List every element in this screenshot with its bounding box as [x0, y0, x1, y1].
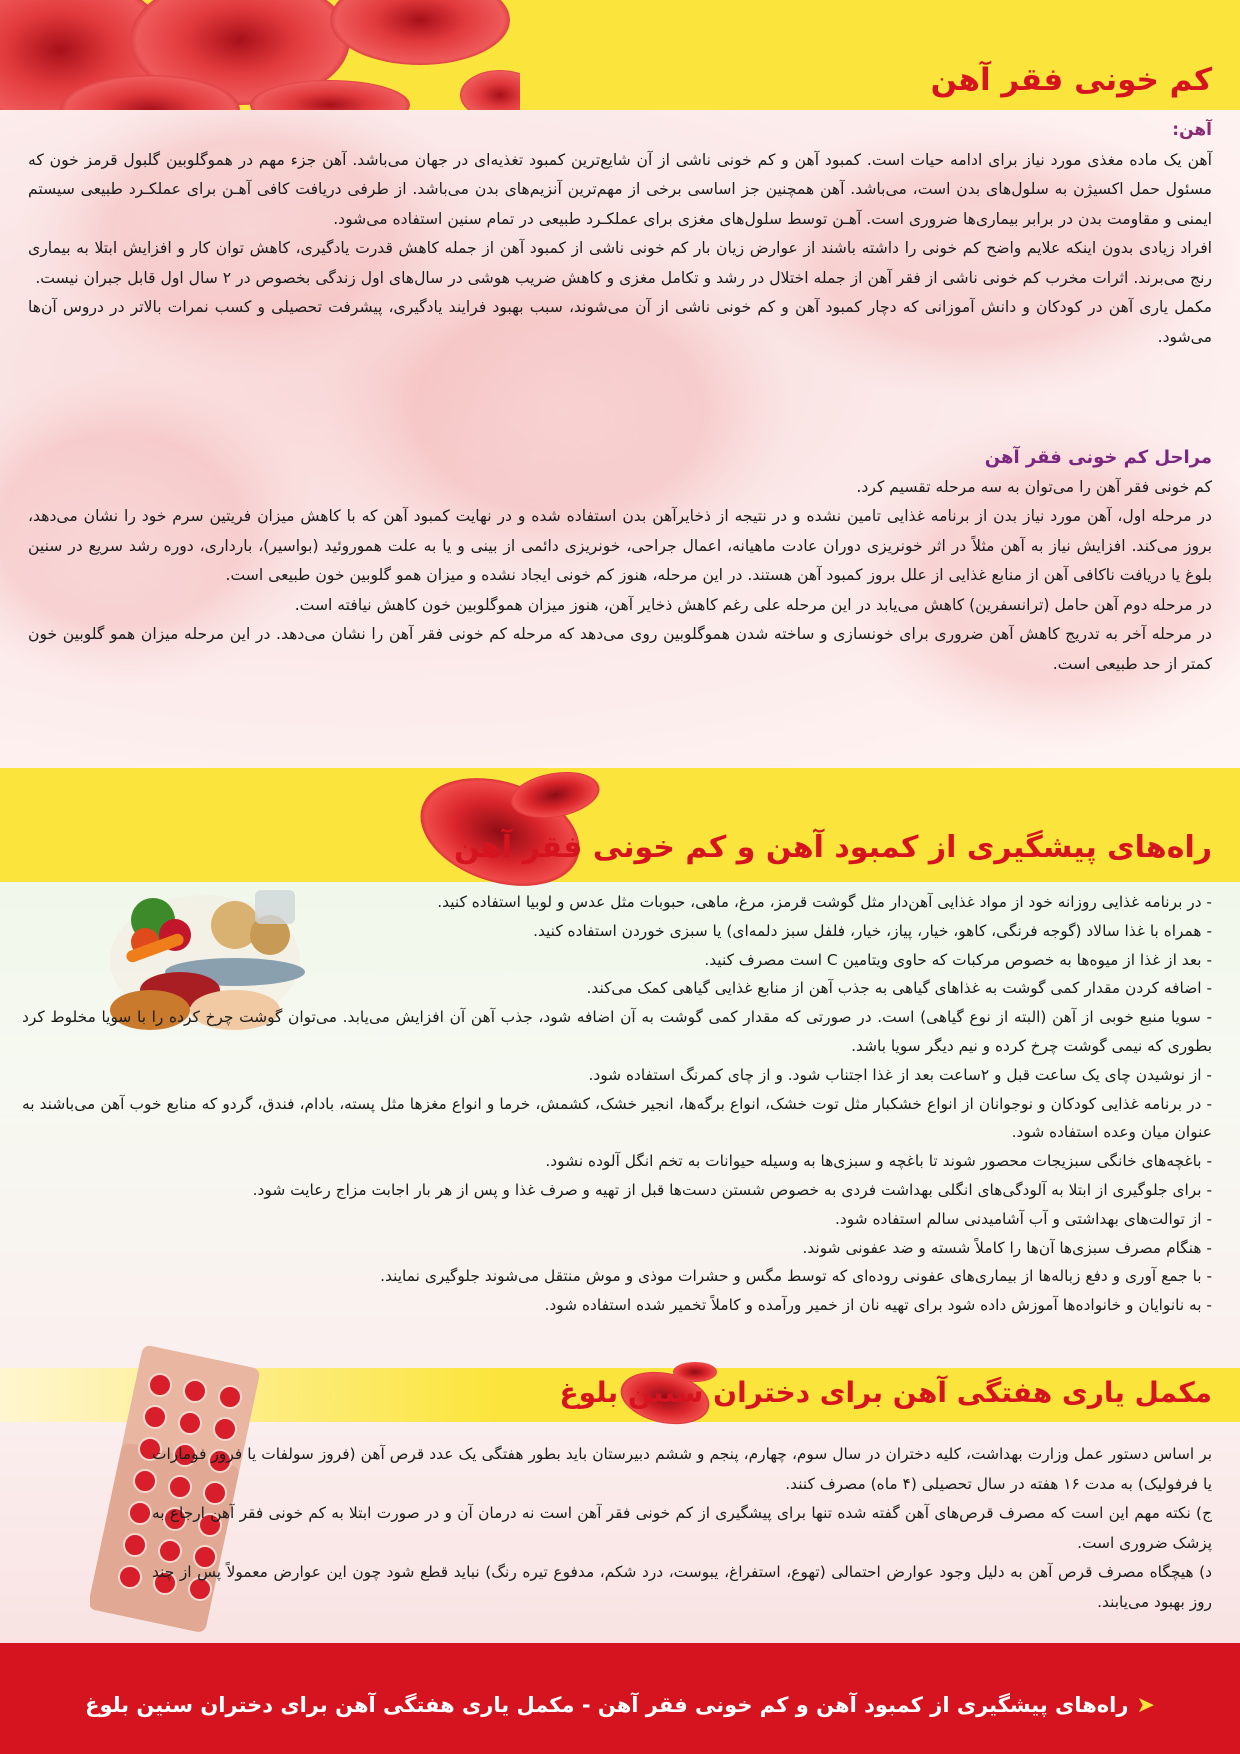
stages-paragraph: در مرحله اول، آهن مورد نیاز بدن از برنامه غذایی تامین نشده و در نتیجه از ذخایرآهن بدن استفاده شده و در نهایت کمبود آهن که با کاهش میزان فریتین سرم خود را نشان می‌دهد، بروز می‌کند. افزایش نیاز به آهن مثلاً در اثر خونریزی دوران عادت ماهیانه، اعمال جراحی، خونریزی دائمی از بینی و یا به علت هموروئید (بواسیر)، بارداری، دوره رشد سریع در سنین بلوغ یا دریافت ناکافی آهن از منابع غذایی از علل بروز کمبود آهن هستند. در این مرحله، هنوز کم خونی ایجاد نشده و میزان همو گلوبین خون طبیعی است.: [28, 507, 1212, 584]
list-item: - در برنامه غذایی کودکان و نوجوانان از انواع خشکبار مثل توت خشک، انواع برگه‌ها، انجیر خشک، کشمش، خرما و انواع مغزها مثل پسته، بادام، فندق، گردو که منابع خوب آهن می‌باشند به عنوان میان وعده استفاده شود.: [22, 1094, 1212, 1142]
list-item: - در برنامه غذایی روزانه خود از مواد غذایی آهن‌دار مثل گوشت قرمز، مرغ، ماهی، حبوبات مثل عدس و لوبیا استفاده کنید.: [437, 893, 1212, 911]
iron-paragraph: افراد زیادی بدون اینکه علایم واضح کم خونی را داشته باشند از عوارض زیان بار کم خونی ناشی از کمبود آهن از جمله کاهش قدرت یادگیری، کاهش توان کار و افزایش ابتلا به بیماری رنج می‌برند. اثرات مخرب کم خونی ناشی از فقر آهن از جمله اختلال در رشد و تکامل مغزی و کاهش ضریب هوشی در سال‌های اول زندگی بخصوص در ۲ سال اول قابل جبران نیست.: [28, 239, 1212, 287]
list-item: - برای جلوگیری از ابتلا به آلودگی‌های انگلی بهداشت فردی به خصوص شستن دست‌ها قبل از تهیه و صرف غذا و پس از هر بار اجابت مزاج رعایت شود.: [252, 1180, 1212, 1199]
stages-paragraph: در مرحله آخر به تدریج کاهش آهن ضروری برای خونسازی و ساخته شدن هموگلوبین روی می‌دهد که مرحله کم خونی فقر آهن را نشان می‌دهد. در این مرحله میزان همو گلوبین خون کمتر از حد طبیعی است.: [28, 625, 1212, 673]
iron-heading: آهن:: [1172, 120, 1212, 140]
iron-paragraph: آهن یک ماده مغذی مورد نیاز برای ادامه حیات است. کمبود آهن و کم خونی ناشی از آن شایع‌ترین کمبود تغذیه‌ای در جهان می‌باشد. آهن جزء مهم در هموگلوبین گلبول قرمز خون که مسئول حمل اکسیژن به سلول‌های بدن است، می‌باشد. آهن همچنین جز اساسی برخی از مهم‌ترین آنزیم‌های بدن می‌باشد. از طرفی دریافت کافی آهـن برای عملکـرد طبیعی سیستم ایمنی و مقاومت بدن در برابر بیماری‌ها ضروری است. آهـن توسط سلول‌های مغزی برای عملکـرد طبیعی در تمام سنین استفاده می‌شود.: [28, 150, 1212, 228]
footer-caption: [40, 1693, 1200, 1718]
iron-section: [28, 116, 1212, 352]
footer-text: راه‌های پیشگیری از کمبود آهن و کم خونی فقر آهن - مکمل یاری هفتگی آهن برای دختران سنین بلوغ: [85, 1693, 1129, 1717]
list-item: - بعد از غذا از میوه‌ها به خصوص مرکبات که حاوی ویتامین C است مصرف کنید.: [704, 950, 1212, 969]
list-item: - باغچه‌های خانگی سبزیجات محصور شوند تا باغچه و سبزی‌ها به وسیله حیوانات به تخم انگل آلوده نشود.: [545, 1152, 1212, 1171]
list-item: - با جمع آوری و دفع زباله‌ها از بیماری‌های عفونی روده‌ای که توسط مگس و حشرات موذی و موش منتقل می‌شوند جلوگیری نمایند.: [380, 1267, 1212, 1286]
list-item: - اضافه کردن مقدار کمی گوشت به غذاهای گیاهی به جذب آهن از منابع غذایی گیاهی کمک می‌کند.: [586, 979, 1212, 998]
arrow-left-icon: ➤: [1136, 1693, 1155, 1718]
stages-heading: مراحل کم خونی فقر آهن: [984, 447, 1212, 468]
stages-paragraph: در مرحله دوم آهن حامل (ترانسفرین) کاهش می‌یابد در این مرحله علی رغم کاهش ذخایر آهن، هنوز میزان هموگلوبین خون کاهش نیافته است.: [294, 595, 1212, 614]
prevention-list: [22, 888, 1212, 1320]
list-item: - از نوشیدن چای یک ساعت قبل و ۲ساعت بعد از غذا اجتناب شود. و از چای کمرنگ استفاده شود.: [588, 1065, 1212, 1084]
iron-paragraph: مکمل یاری آهن در کودکان و دانش آموزانی که دچار کمبود آهن و کم خونی ناشی از آن می‌شوند، سبب بهبود فرایند یادگیری، پیشرفت تحصیلی و کسب نمرات بالاتر در دروس آن‌ها می‌شود.: [28, 298, 1212, 346]
list-item: - همراه با غذا سالاد (گوجه فرنگی، کاهو، خیار، پیاز، خیار، فلفل سبز دلمه‌ای) یا سبزی خوردن استفاده کنید.: [533, 921, 1212, 940]
list-item: - سویا منبع خوبی از آهن (البته از نوع گیاهی) است. در صورتی که مقدار کمی گوشت به آن اضافه شود، جذب آهن آن افزایش می‌یابد. می‌توان گوشت چرخ کرده را با سویا مخلوط کرد بطوری که نیمی گوشت چرخ کرده و نیم دیگر سویا باشد.: [22, 1008, 1212, 1055]
list-item: - از توالت‌های بهداشتی و آب آشامیدنی سالم استفاده شود.: [834, 1209, 1212, 1228]
supplement-heading: مکمل یاری هفتگی آهن برای دختران سنین بلوغ: [559, 1376, 1212, 1409]
supplement-section: [152, 1440, 1212, 1617]
supplement-paragraph: بر اساس دستور عمل وزارت بهداشت، کلیه دختران در سال سوم، چهارم، پنجم و ششم دبیرستان باید بطور هفتگی یک عدد قرص آهن (فروز سولفات یا فروز فومارات یا فرفولیک) به مدت ۱۶ هفته در سال تحصیلی (۴ ماه) مصرف کنند.: [152, 1445, 1212, 1493]
supplement-paragraph: ج) نکته مهم این است که مصرف قرص‌های آهن گفته شده تنها برای پیشگیری از کم خونی فقر آهن است نه درمان آن و در صورت ابتلا به کم خونی فقر آهن ارجاع به پزشک ضروری است.: [152, 1504, 1212, 1552]
stages-paragraph: کم خونی فقر آهن را می‌توان به سه مرحله تقسیم کرد.: [856, 477, 1212, 496]
list-item: - به نانوایان و خانواده‌ها آموزش داده شود برای تهیه نان از خمیر ورآمده و کاملاً تخمیر شده استفاده شود.: [544, 1296, 1212, 1315]
stages-section: [28, 443, 1212, 679]
list-item: - هنگام مصرف سبزی‌ها آن‌ها را کاملاً شسته و ضد عفونی شوند.: [802, 1238, 1212, 1257]
page-title: کم خونی فقر آهن: [930, 62, 1212, 98]
prevention-heading: راه‌های پیشگیری از کمبود آهن و کم خونی فقر آهن: [454, 830, 1212, 865]
red-blood-cells-image: [0, 0, 520, 110]
supplement-paragraph: د) هیچگاه مصرف قرص آهن به دلیل وجود عوارض احتمالی (تهوع، استفراغ، یبوست، درد شکم، مدفوع تیره رنگ) نباید قطع شود چون این عوارض معمولاً پس از چند روز بهبود می‌یابند.: [152, 1563, 1212, 1611]
